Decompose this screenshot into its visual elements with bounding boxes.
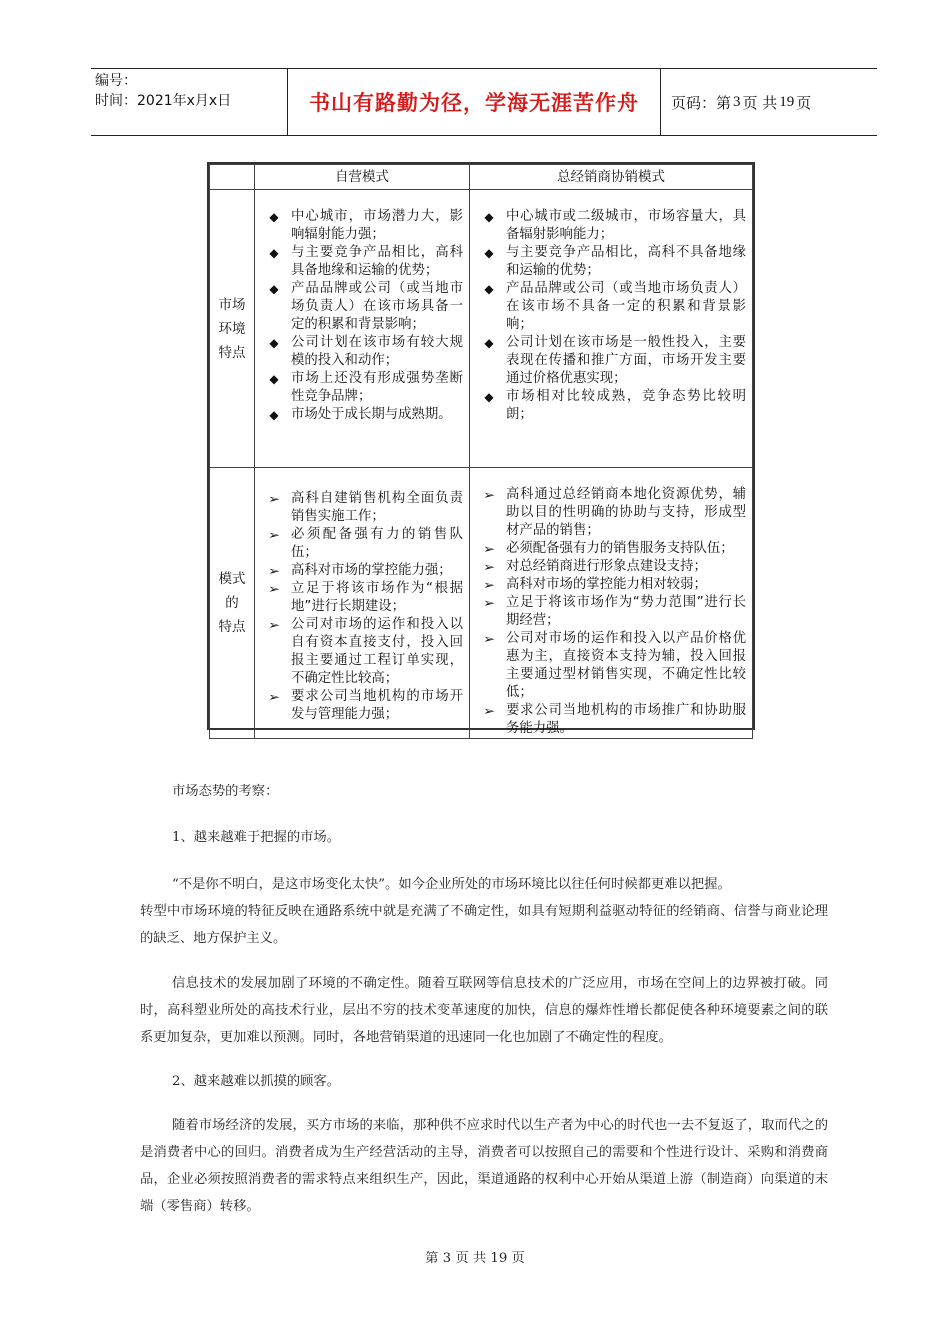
column-header-self-operated: 自营模式 bbox=[255, 165, 470, 190]
list-item-text: 必须配备强有力的销售队伍； bbox=[291, 527, 463, 560]
bullet-marker: ◆ bbox=[484, 390, 494, 404]
bullet-marker: ◆ bbox=[269, 372, 279, 386]
list-item bbox=[263, 490, 463, 526]
list-item-text: 市场相对比较成熟，竞争态势比较明朗； bbox=[506, 389, 746, 422]
bullet-list bbox=[470, 468, 752, 738]
list-item bbox=[263, 526, 463, 562]
bullet-list bbox=[255, 468, 469, 724]
bullet-marker: ➢ bbox=[482, 560, 496, 574]
paragraph: “不是你不明白，是这市场变化太快”。如今企业所处的市场环境比以往任何时候都更难以把握。 bbox=[172, 877, 731, 892]
list-item-text: 立足于将该市场作为“根据地”进行长期建设； bbox=[291, 581, 463, 614]
list-item bbox=[263, 370, 463, 406]
bullet-marker: ◆ bbox=[269, 210, 279, 224]
header-number: 编号： bbox=[95, 73, 137, 89]
list-item-text: 中心城市，市场潜力大，影响辐射能力强； bbox=[291, 209, 463, 242]
cell-distributor-features bbox=[470, 468, 753, 739]
list-item bbox=[478, 244, 746, 280]
list-item bbox=[263, 580, 463, 616]
bullet-marker: ➢ bbox=[482, 578, 496, 592]
bullet-marker: ➢ bbox=[267, 564, 281, 578]
cell-self-operated-environment bbox=[255, 190, 470, 468]
header-time: 时间：2021年x月x日 bbox=[95, 93, 232, 109]
page-header bbox=[91, 68, 877, 136]
header-page-number bbox=[661, 69, 877, 135]
bullet-marker: ➢ bbox=[267, 492, 281, 506]
row-label-line: 模式 bbox=[218, 571, 246, 587]
list-item-text: 对总经销商进行形象点建设支持； bbox=[506, 559, 707, 574]
list-item bbox=[478, 334, 746, 388]
section-heading-1: 1、越来越难于把握的市场。 bbox=[172, 830, 341, 845]
list-item-text: 与主要竞争产品相比，高科具备地缘和运输的优势； bbox=[291, 245, 463, 278]
bullet-marker: ◆ bbox=[269, 282, 279, 296]
bullet-marker: ◆ bbox=[269, 336, 279, 350]
bullet-marker: ➢ bbox=[267, 690, 281, 704]
page-prefix: 页码：第 bbox=[671, 93, 732, 112]
list-item-text: 要求公司当地机构的市场开发与管理能力强； bbox=[291, 689, 463, 722]
list-item-text: 中心城市或二级城市，市场容量大，具备辐射影响能力； bbox=[506, 209, 746, 242]
cell-self-operated-features bbox=[255, 468, 470, 739]
list-item-text: 公司计划在该市场有较大规模的投入和动作； bbox=[291, 335, 463, 368]
list-item bbox=[263, 334, 463, 370]
bullet-marker: ➢ bbox=[267, 618, 281, 632]
list-item bbox=[263, 280, 463, 334]
list-item-text: 产品品牌或公司（或当地市场负责人）在该市场具备一定的积累和背景影响； bbox=[291, 281, 463, 332]
list-item-text: 市场处于成长期与成熟期。 bbox=[291, 407, 452, 422]
bullet-marker: ➢ bbox=[482, 488, 496, 502]
bullet-list bbox=[255, 190, 469, 424]
row-label-line: 特点 bbox=[218, 619, 246, 635]
header-motto: 书山有路勤为径，学海无涯苦作舟 bbox=[287, 69, 661, 135]
list-item-text: 必须配备强有力的销售服务支持队伍； bbox=[506, 541, 734, 556]
list-item bbox=[478, 540, 746, 558]
list-item-text: 市场上还没有形成强势垄断性竞争品牌； bbox=[291, 371, 463, 404]
list-item bbox=[263, 562, 463, 580]
list-item-text: 要求公司当地机构的市场推广和协助服务能力强。 bbox=[506, 703, 746, 736]
section-block bbox=[140, 871, 828, 898]
list-item bbox=[263, 244, 463, 280]
table-corner-cell bbox=[210, 165, 255, 190]
list-item bbox=[478, 388, 746, 424]
bullet-marker: ➢ bbox=[267, 528, 281, 542]
bullet-marker: ◆ bbox=[269, 408, 279, 422]
row-label-line: 的 bbox=[225, 595, 239, 611]
header-meta bbox=[91, 69, 287, 135]
page-suffix: 页 bbox=[796, 93, 812, 112]
list-item bbox=[478, 486, 746, 540]
table-row-market-environment bbox=[210, 190, 753, 468]
list-item bbox=[263, 208, 463, 244]
page-current: 3 bbox=[733, 93, 741, 110]
page-footer: 第 3 页 共 19 页 bbox=[425, 1251, 525, 1266]
cell-distributor-environment bbox=[470, 190, 753, 468]
paragraph: 信息技术的发展加剧了环境的不确定性。随着互联网等信息技术的广泛应用，市场在空间上的边界被打破。同时，高科塑业所处的高技术行业，层出不穷的技术变革速度的加快，信息的爆炸性增长都促使各种环境要素之间的联系更加复杂，更加难以预测。同时，各地营销渠道的迅速同一化也加剧了不确定性的程度。 bbox=[140, 976, 828, 1045]
bullet-marker: ➢ bbox=[482, 632, 496, 646]
row-label-line: 特点 bbox=[218, 344, 246, 361]
section-block bbox=[140, 1068, 828, 1095]
bullet-marker: ◆ bbox=[484, 246, 494, 260]
list-item-text: 高科通过总经销商本地化资源优势，辅助以目的性明确的协助与支持，形成型材产品的销售； bbox=[506, 487, 746, 538]
section-block bbox=[140, 898, 828, 952]
row-label-mode-features bbox=[210, 468, 255, 739]
list-item bbox=[478, 558, 746, 576]
list-item bbox=[478, 280, 746, 334]
bullet-marker: ➢ bbox=[482, 542, 496, 556]
bullet-marker: ◆ bbox=[484, 336, 494, 350]
bullet-marker: ➢ bbox=[267, 582, 281, 596]
list-item bbox=[478, 630, 746, 702]
page-middle: 页 共 bbox=[742, 93, 778, 112]
paragraph: 随着市场经济的发展，买方市场的来临，那种供不应求时代以生产者为中心的时代也一去不复返了，取而代之的是消费者中心的回归。消费者成为生产经营活动的主导，消费者可以按照自己的需要和个性进行设计、采购和消费商品，企业必须按照消费者的需求特点来组织生产，因此，渠道通路的权利中心开始从渠道上游（制造商）向渠道的末端（零售商）转移。 bbox=[140, 1118, 828, 1214]
list-item-text: 高科自建销售机构全面负责销售实施工作； bbox=[291, 491, 463, 524]
list-item-text: 与主要竞争产品相比，高科不具备地缘和运输的优势； bbox=[506, 245, 746, 278]
row-label-line: 环境 bbox=[218, 320, 246, 337]
bullet-marker: ◆ bbox=[269, 246, 279, 260]
list-item bbox=[478, 702, 746, 738]
row-label-market-environment bbox=[210, 190, 255, 468]
section-block bbox=[140, 970, 828, 1051]
paragraph: 转型中市场环境的特征反映在通路系统中就是充满了不确定性，如具有短期利益驱动特征的经销商、信誉与商业论理的缺乏、地方保护主义。 bbox=[140, 904, 828, 946]
section-block bbox=[140, 824, 828, 851]
list-item-text: 产品品牌或公司（或当地市场负责人）在该市场不具备一定的积累和背景影响； bbox=[506, 281, 746, 332]
list-item bbox=[263, 406, 463, 424]
section-block bbox=[140, 1112, 828, 1220]
row-label-line: 市场 bbox=[218, 296, 246, 313]
list-item-text: 立足于将该市场作为“势力范围”进行长期经营； bbox=[506, 595, 746, 628]
section-heading-2: 2、越来越难以抓摸的顾客。 bbox=[172, 1074, 341, 1089]
section-intro: 市场态势的考察： bbox=[172, 784, 279, 799]
bullet-marker: ➢ bbox=[482, 596, 496, 610]
list-item bbox=[263, 616, 463, 688]
page-total: 19 bbox=[779, 93, 795, 110]
column-header-distributor: 总经销商协销模式 bbox=[470, 165, 753, 190]
list-item-text: 高科对市场的掌控能力强； bbox=[291, 563, 452, 578]
bullet-marker: ◆ bbox=[484, 282, 494, 296]
bullet-list bbox=[470, 190, 752, 424]
table-row-mode-features bbox=[210, 468, 753, 739]
list-item-text: 高科对市场的掌控能力相对较弱； bbox=[506, 577, 707, 592]
list-item-text: 公司对市场的运作和投入以自有资本直接支付，投入回报主要通过工程订单实现，不确定性比较高； bbox=[291, 617, 463, 686]
document-body bbox=[140, 778, 828, 805]
list-item-text: 公司计划在该市场是一般性投入，主要表现在传播和推广方面，市场开发主要通过价格优惠实现； bbox=[506, 335, 746, 386]
bullet-marker: ➢ bbox=[482, 704, 496, 718]
bullet-marker: ◆ bbox=[484, 210, 494, 224]
list-item-text: 公司对市场的运作和投入以产品价格优惠为主，直接资本支持为辅，投入回报主要通过型材销售实现，不确定性比较低； bbox=[506, 631, 746, 700]
list-item bbox=[478, 576, 746, 594]
list-item bbox=[478, 208, 746, 244]
comparison-table bbox=[207, 162, 755, 736]
list-item bbox=[478, 594, 746, 630]
table-header-row bbox=[210, 165, 753, 190]
list-item bbox=[263, 688, 463, 724]
